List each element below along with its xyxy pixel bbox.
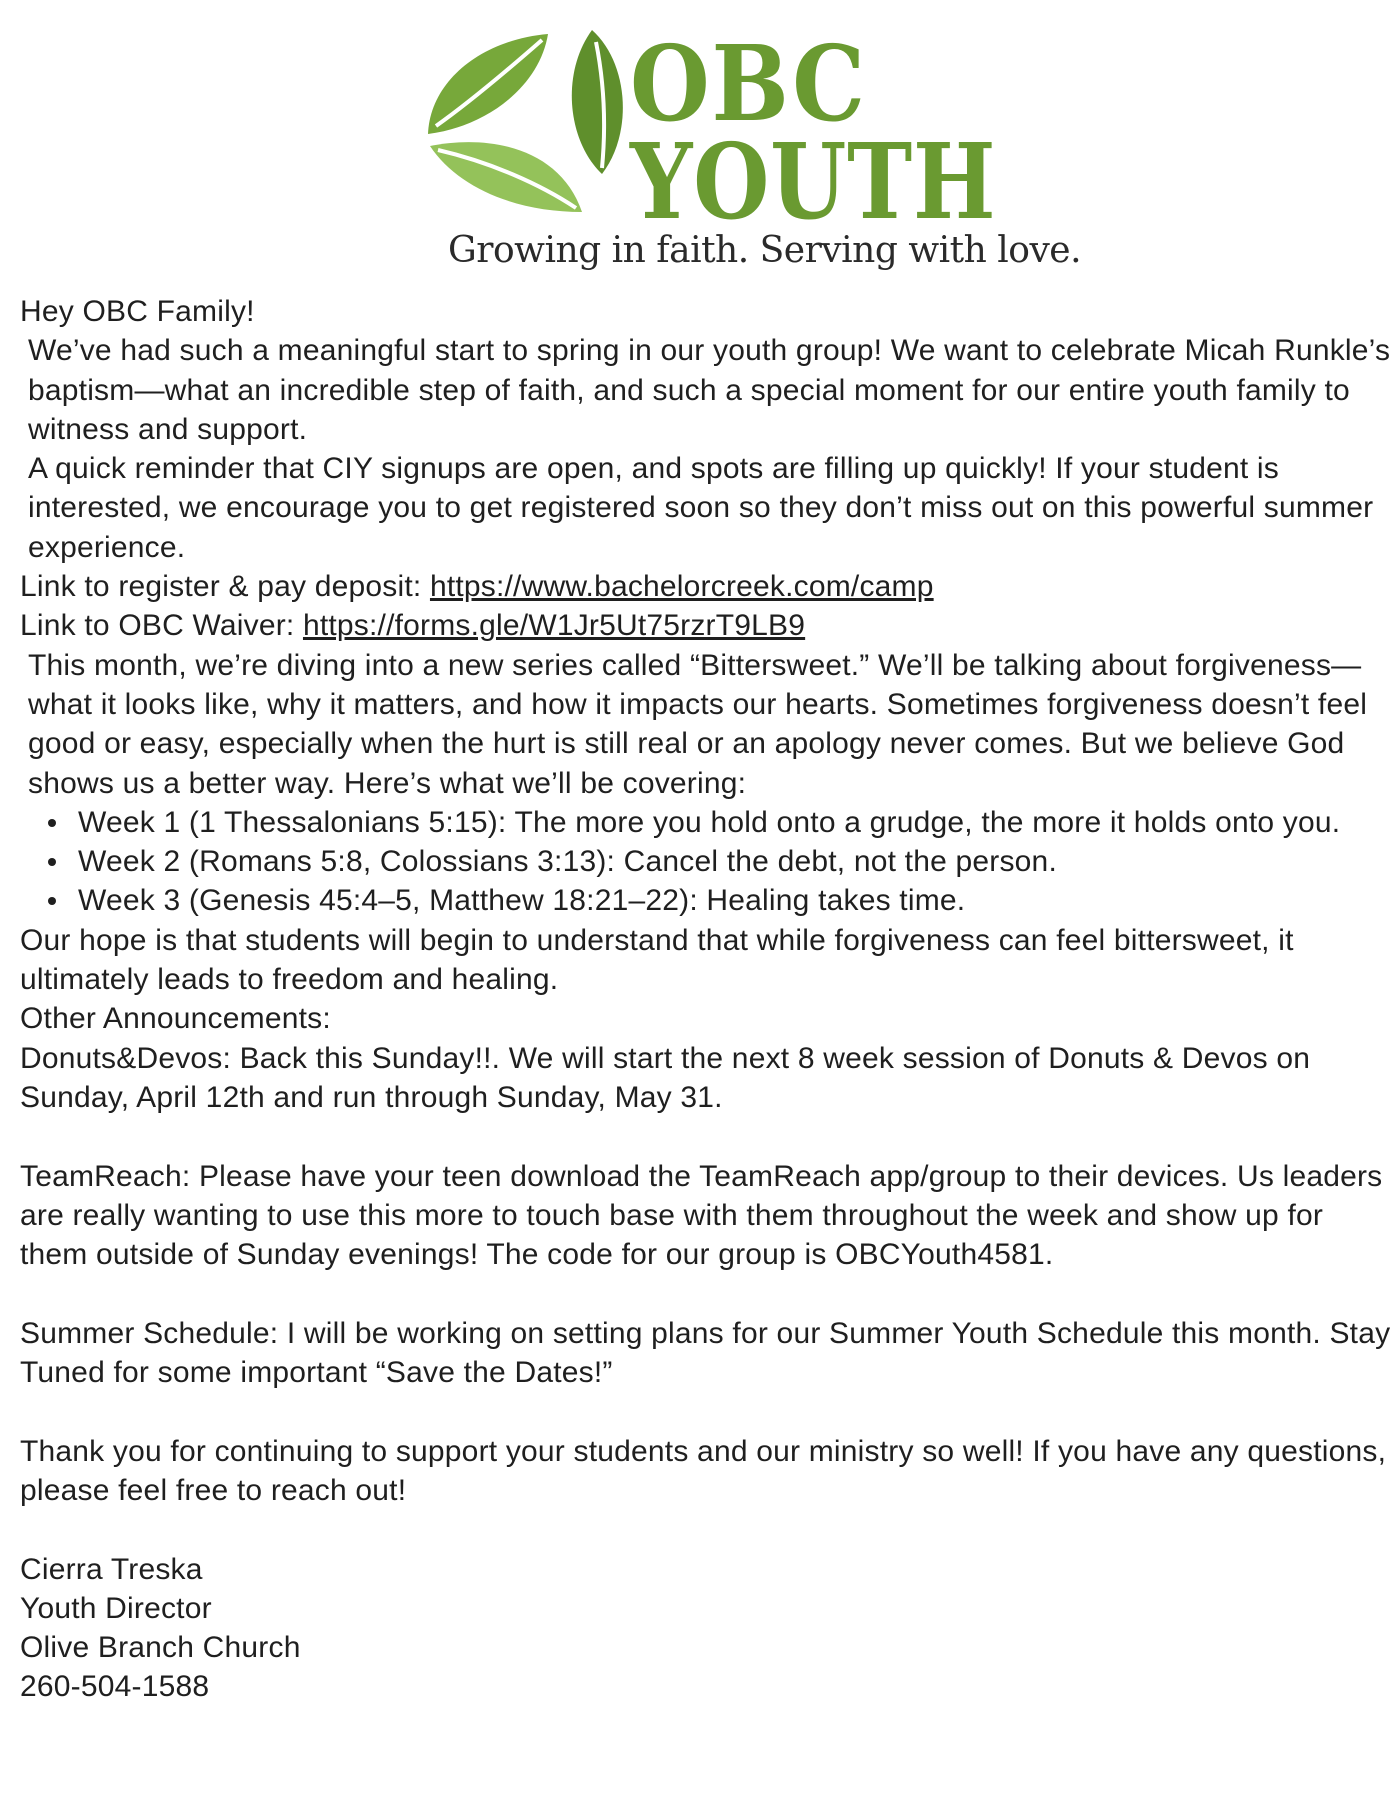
thanks-paragraph: Thank you for continuing to support your students and our ministry so well! If you have any questions, please feel free to reach out! <box>20 1434 1387 1507</box>
waiver-line <box>20 606 1392 645</box>
register-line <box>20 567 1392 606</box>
signature-church: Olive Branch Church <box>20 1631 301 1665</box>
logo-title-line1: OBC <box>630 22 867 145</box>
signature-phone: 260-504-1588 <box>20 1670 210 1704</box>
series-week-list <box>20 803 1392 921</box>
tagline: Growing in faith. Serving with love. <box>448 230 1082 271</box>
intro-paragraph: We’ve had such a meaningful start to spring in our youth group! We want to celebrate Micah Runkle’s baptism—what an incredible step of faith, and such a special moment for our entire youth family to witness and support. <box>28 334 1391 446</box>
signature-title: Youth Director <box>20 1591 212 1625</box>
spacer <box>20 1274 1392 1313</box>
waiver-label: Link to OBC Waiver: <box>20 609 303 643</box>
list-item: Week 1 (1 Thessalonians 5:15): The more you hold onto a grudge, the more it holds onto you. <box>78 803 1392 842</box>
series-intro-paragraph: This month, we’re diving into a new series called “Bittersweet.” We’ll be talking about forgiveness—what it looks like, why it matters, and how it impacts our hearts. Sometimes forgiveness doesn’t feel good or easy, especially when the hurt is still real or an apology never comes. But we believe God shows us a better way. Here’s what we’ll be covering: <box>28 648 1368 800</box>
list-item: Week 2 (Romans 5:8, Colossians 3:13): Cancel the debt, not the person. <box>78 842 1392 881</box>
hope-paragraph: Our hope is that students will begin to understand that while forgiveness can feel bittersweet, it ultimately leads to freedom and healing. <box>20 923 1294 997</box>
teamreach-announcement: TeamReach: Please have your teen download the TeamReach app/group to their devices. Us leaders are really wanting to use this more to touch base with them throughout the week and show up for them outside of Sunday evenings! The code for our group is OBCYouth4581. <box>20 1159 1383 1272</box>
logo-title-line2: YOUTH <box>630 120 997 243</box>
leaf-icon <box>420 22 630 222</box>
spacer <box>20 1510 1392 1549</box>
ciy-reminder-paragraph: A quick reminder that CIY signups are open, and spots are filling up quickly! If your student is interested, we encourage you to get registered soon so they don’t miss out on this powerful summer experience. <box>28 452 1374 564</box>
spacer <box>20 1117 1392 1156</box>
letter-body <box>20 292 1392 1707</box>
waiver-link[interactable]: https://forms.gle/W1Jr5Ut75rzrT9LB9 <box>302 609 806 643</box>
register-link[interactable]: https://www.bachelorcreek.com/camp <box>429 570 934 604</box>
summer-schedule-announcement: Summer Schedule: I will be working on setting plans for our Summer Youth Schedule this month. Stay Tuned for some important “Save the Dates!” <box>20 1316 1391 1390</box>
signature-name: Cierra Treska <box>20 1552 203 1586</box>
register-label: Link to register & pay deposit: <box>20 570 430 604</box>
logo <box>420 22 1082 282</box>
list-item: Week 3 (Genesis 45:4–5, Matthew 18:21–22): Healing takes time. <box>78 881 1392 920</box>
donuts-devos-announcement: Donuts&Devos: Back this Sunday!!. We will start the next 8 week session of Donuts & Devos on Sunday, April 12th and run through Sunday, May 31. <box>20 1041 1311 1114</box>
spacer <box>20 1392 1392 1431</box>
announcements-heading: Other Announcements: <box>20 1002 331 1036</box>
greeting: Hey OBC Family! <box>20 295 255 328</box>
